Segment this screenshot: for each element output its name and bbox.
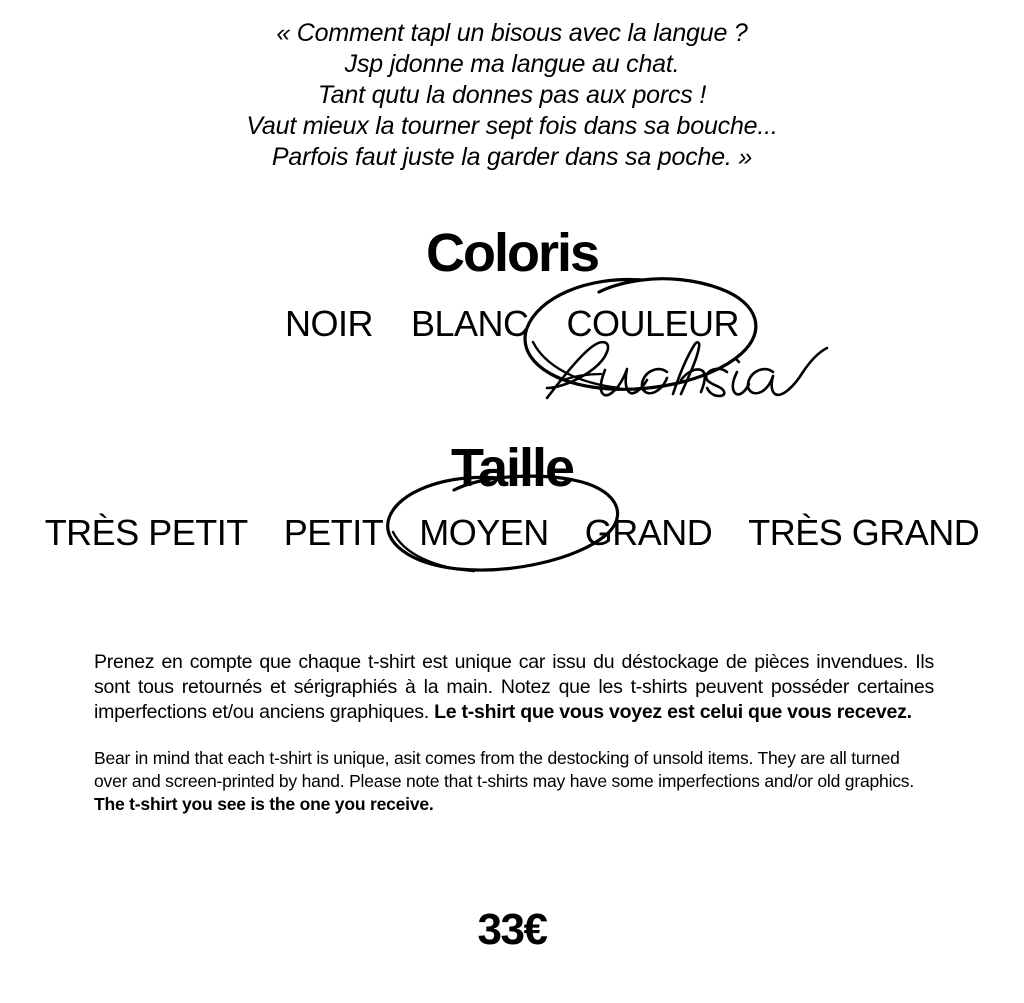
- notice-fr-text: Prenez en compte que chaque t-shirt est unique car issu du déstockage de pièces invendues. Ils sont tous retournés et sérigraphiés à la main. Notez que les t-shirts peuvent posséder certaines imperfections et/ou anciens graphiques.: [94, 651, 934, 723]
- notice-en-text: Bear in mind that each t-shirt is unique, asit comes from the destocking of unsold items. They are all turned over and screen-printed by hand. Please note that t-shirts may have some imperfections and/or old graphics.: [94, 748, 915, 791]
- quote-line: Tant qutu la donnes pas aux porcs !: [317, 81, 707, 109]
- colors-heading: Coloris: [425, 223, 599, 283]
- quote-block: [0, 18, 1024, 173]
- size-option-petit[interactable]: PETIT: [283, 512, 384, 553]
- size-option-tres-petit[interactable]: TRÈS PETIT: [44, 512, 248, 553]
- handwritten-color-note: [541, 336, 831, 416]
- price-label: 33€: [477, 905, 547, 954]
- sizes-heading: Taille: [450, 438, 574, 498]
- quote-line: Parfois faut juste la garder dans sa poche. »: [271, 143, 753, 171]
- quote-line: Jsp jdonne ma langue au chat.: [344, 50, 680, 78]
- color-option-couleur[interactable]: COULEUR: [566, 303, 740, 344]
- notice-paragraph-fr: [94, 650, 934, 725]
- color-option-blanc[interactable]: BLANC: [410, 303, 529, 344]
- size-option-moyen[interactable]: MOYEN: [419, 512, 549, 553]
- quote-line: « Comment tapl un bisous avec la langue ?: [276, 19, 748, 47]
- notice-en-bold: The t-shirt you see is the one you receive.: [94, 794, 434, 814]
- color-options-row: [0, 303, 1024, 345]
- quote-line: Vaut mieux la tourner sept fois dans sa bouche...: [246, 112, 778, 140]
- size-options-row: [0, 512, 1024, 554]
- size-option-tres-grand[interactable]: TRÈS GRAND: [748, 512, 980, 553]
- size-option-grand[interactable]: GRAND: [584, 512, 713, 553]
- color-option-noir[interactable]: NOIR: [284, 303, 373, 344]
- notice-fr-bold: Le t-shirt que vous voyez est celui que vous recevez.: [434, 701, 912, 723]
- notice-paragraph-en: [94, 747, 934, 816]
- notice-block: [94, 650, 934, 816]
